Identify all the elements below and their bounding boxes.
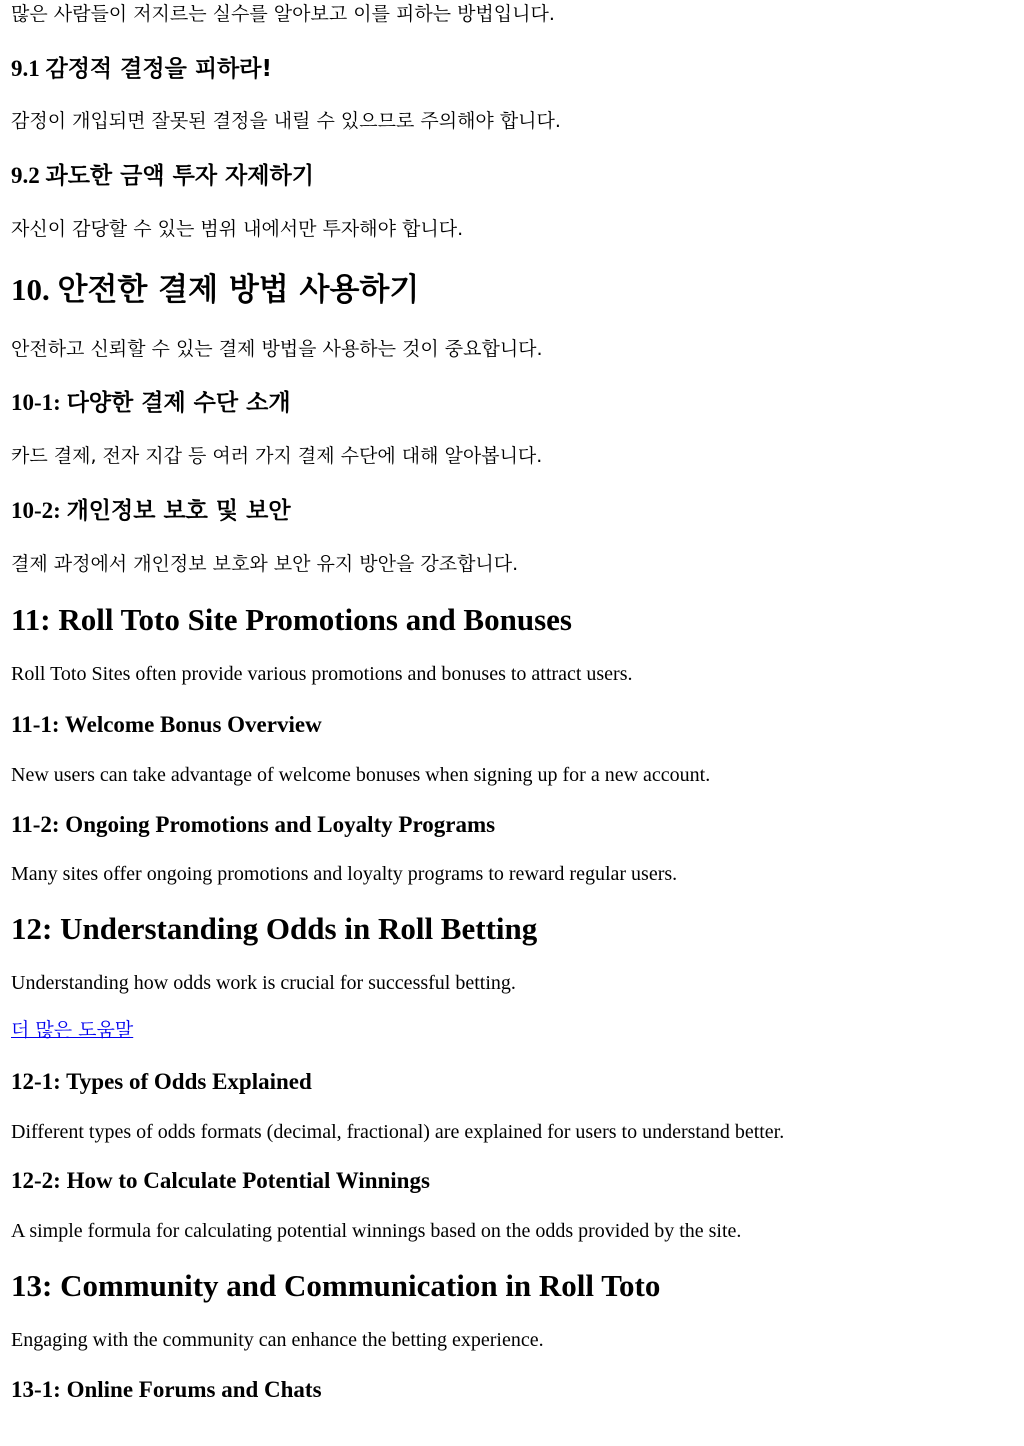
heading-12: 12: Understanding Odds in Roll Betting <box>11 911 538 946</box>
heading-text: 과도한 금액 투자 자제하기 <box>45 163 314 189</box>
paragraph-winnings-formula: A simple formula for calculating potential winnings based on the odds provided by the site. <box>11 1220 742 1242</box>
paragraph-odds: Understanding how odds work is crucial for successful betting. <box>11 972 516 994</box>
heading-text: 감정적 결정을 피하라! <box>45 56 272 82</box>
heading-text: 다양한 결제 수단 소개 <box>66 390 291 416</box>
paragraph-odds-types: Different types of odds formats (decimal, fractional) are explained for users to understand better. <box>11 1121 785 1143</box>
paragraph-common-mistakes: 많은 사람들이 저지르는 실수를 알아보고 이를 피하는 방법입니다. <box>11 3 555 25</box>
paragraph-privacy-security: 결제 과정에서 개인정보 보호와 보안 유지 방안을 강조합니다. <box>11 553 519 575</box>
heading-9-2 <box>11 160 314 192</box>
paragraph-emotion: 감정이 개입되면 잘못된 결정을 내릴 수 있으므로 주의해야 합니다. <box>11 110 561 132</box>
heading-11-2: 11-2: Ongoing Promotions and Loyalty Programs <box>11 812 496 837</box>
paragraph-loyalty: Many sites offer ongoing promotions and loyalty programs to reward regular users. <box>11 863 678 885</box>
heading-11-1: 11-1: Welcome Bonus Overview <box>11 712 322 737</box>
heading-10-1 <box>11 387 291 419</box>
heading-number: 9.2 <box>11 163 40 188</box>
heading-11: 11: Roll Toto Site Promotions and Bonuses <box>11 602 572 637</box>
heading-number: 9.1 <box>11 56 40 81</box>
paragraph-safe-payment: 안전하고 신뢰할 수 있는 결제 방법을 사용하는 것이 중요합니다. <box>11 338 543 360</box>
heading-12-1: 12-1: Types of Odds Explained <box>11 1069 312 1094</box>
heading-text: 개인정보 보호 및 보안 <box>66 498 291 524</box>
paragraph-community: Engaging with the community can enhance the betting experience. <box>11 1329 544 1351</box>
heading-10 <box>11 270 419 310</box>
heading-13-1: 13-1: Online Forums and Chats <box>11 1377 322 1402</box>
more-help-link[interactable]: 더 많은 도움말 <box>11 1019 134 1041</box>
heading-13: 13: Community and Communication in Roll Toto <box>11 1268 661 1303</box>
heading-number: 10-1: <box>11 390 61 415</box>
paragraph-payment-methods: 카드 결제, 전자 지갑 등 여러 가지 결제 수단에 대해 알아봅니다. <box>11 445 543 467</box>
heading-10-2 <box>11 495 291 527</box>
paragraph-affordable-range: 자신이 감당할 수 있는 범위 내에서만 투자해야 합니다. <box>11 218 464 240</box>
heading-9-1 <box>11 53 272 85</box>
heading-number: 10-2: <box>11 498 61 523</box>
paragraph-promotions: Roll Toto Sites often provide various promotions and bonuses to attract users. <box>11 663 633 685</box>
heading-12-2: 12-2: How to Calculate Potential Winnings <box>11 1168 430 1193</box>
paragraph-welcome-bonus: New users can take advantage of welcome bonuses when signing up for a new account. <box>11 764 711 786</box>
heading-number: 10. <box>11 272 50 307</box>
heading-text: 안전한 결제 방법 사용하기 <box>57 272 420 308</box>
